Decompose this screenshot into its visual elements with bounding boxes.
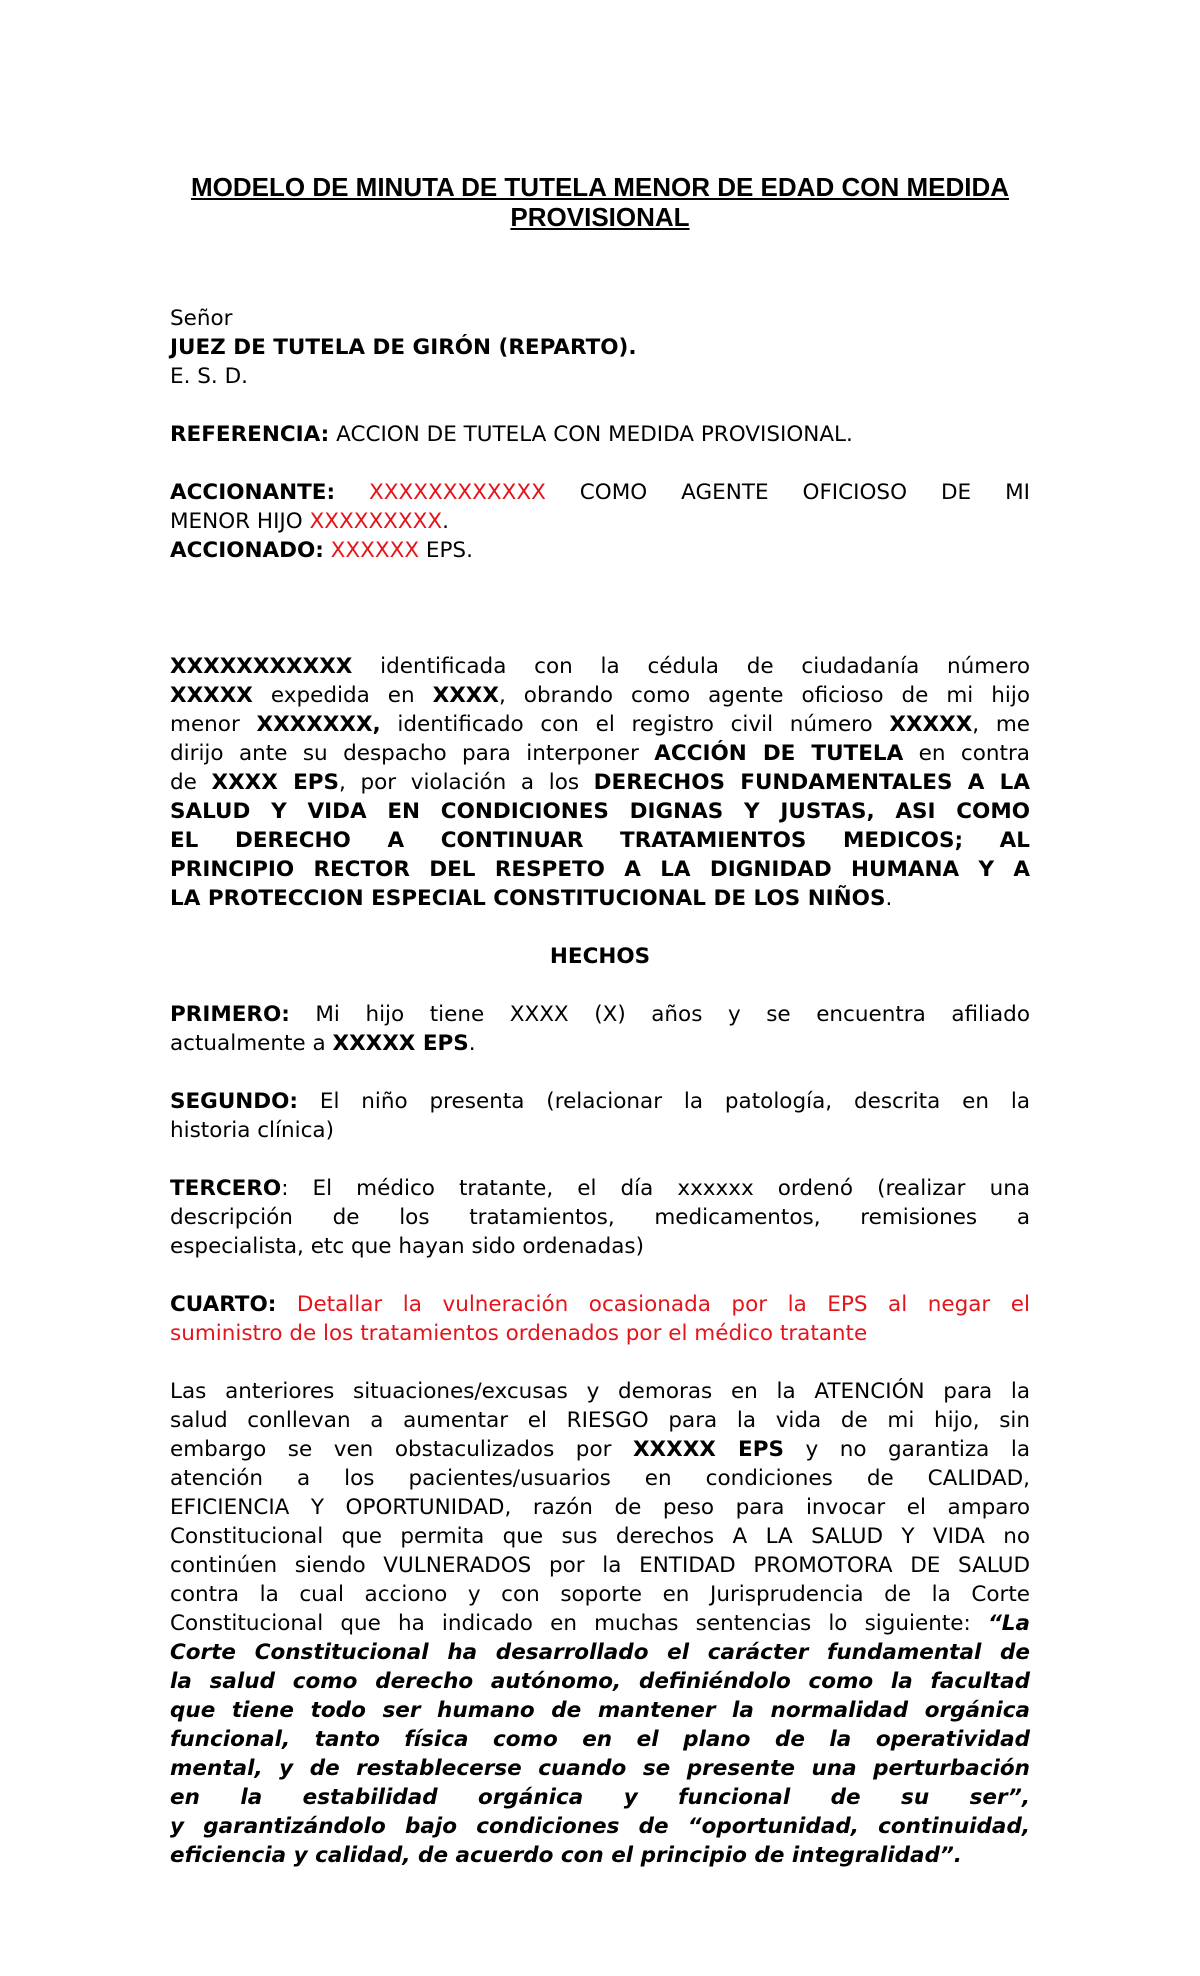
quote-line-2: la salud como derecho autónomo, definiéndolo como la facultad <box>170 1669 1030 1694</box>
intro-l9-text: . <box>885 886 893 911</box>
quote-line-6: en la estabilidad orgánica y funcional de su ser”, <box>170 1785 1030 1810</box>
title-line-2: PROVISIONAL <box>510 202 690 232</box>
intro-l3-text-2: identificado con el registro civil número <box>380 712 890 737</box>
segundo-line-1 <box>170 1087 1030 1116</box>
intro-l4-text-2: en contra <box>903 741 1030 766</box>
quote-line-4: funcional, tanto física como en el plano de la operatividad <box>170 1727 1030 1752</box>
closing-line-5: EFICIENCIA Y OPORTUNIDAD, razón de peso para invocar el amparo <box>170 1495 1030 1520</box>
reference-label: REFERENCIA: <box>170 422 330 447</box>
intro-l2-bold-1: XXXXX <box>170 683 253 708</box>
primero-line-1 <box>170 1000 1030 1029</box>
intro-line-9 <box>170 884 1030 913</box>
intro-line-2 <box>170 681 1030 710</box>
hecho-cuarto <box>170 1290 1030 1348</box>
segundo-text-1: El niño presenta (relacionar la patología, descrita en la <box>298 1089 1030 1114</box>
accionante-text: COMO AGENTE OFICIOSO DE MI <box>545 480 1030 505</box>
intro-line-4 <box>170 739 1030 768</box>
menor-line <box>170 507 1030 536</box>
accionado-text: EPS. <box>419 538 473 563</box>
menor-name: XXXXXXXXX <box>309 509 443 534</box>
cuarto-text-1: Detallar la vulneración ocasionada por la EPS al negar el <box>276 1292 1030 1317</box>
intro-l1-bold: XXXXXXXXXXX <box>170 654 353 679</box>
intro-line-7 <box>170 826 1030 855</box>
quote-line-3: que tiene todo ser humano de mantener la normalidad orgánica <box>170 1698 1030 1723</box>
primero-eps: XXXXX EPS <box>332 1031 469 1056</box>
quote-line-5: mental, y de restablecerse cuando se presente una perturbación <box>170 1756 1030 1781</box>
hechos-heading: HECHOS <box>549 944 651 969</box>
closing-l9-quote: “La <box>987 1611 1030 1636</box>
reference-line <box>170 420 1030 449</box>
intro-line-5 <box>170 768 1030 797</box>
segundo-label: SEGUNDO: <box>170 1089 298 1114</box>
accionado-line <box>170 536 1030 565</box>
closing-l3-eps: XXXXX EPS <box>632 1437 784 1462</box>
intro-line-1 <box>170 652 1030 681</box>
closing-line-8: contra la cual acciono y con soporte en Jurisprudencia de la Corte <box>170 1582 1030 1607</box>
intro-l3-text-1: menor <box>170 712 257 737</box>
closing-line-1: Las anteriores situaciones/excusas y demoras en la ATENCIÓN para la <box>170 1379 1030 1404</box>
intro-l8-bold: PRINCIPIO RECTOR DEL RESPETO A LA DIGNIDAD HUMANA Y A <box>170 857 1030 882</box>
judge-line: JUEZ DE TUTELA DE GIRÓN (REPARTO). <box>170 335 637 360</box>
primero-text-1: Mi hijo tiene XXXX (X) años y se encuentra afiliado <box>289 1002 1030 1027</box>
closing-line-3 <box>170 1435 1030 1464</box>
primero-text-2: actualmente a <box>170 1031 333 1056</box>
intro-line-8 <box>170 855 1030 884</box>
tercero-text-1: : El médico tratante, el día xxxxxx ordenó (realizar una <box>281 1176 1030 1201</box>
parties-block <box>170 478 1030 565</box>
cuarto-label: CUARTO: <box>170 1292 277 1317</box>
quote-line-1: Corte Constitucional ha desarrollado el carácter fundamental de <box>170 1640 1030 1665</box>
intro-l5-text-1: de <box>170 770 212 795</box>
accionante-label: ACCIONANTE: <box>170 480 336 505</box>
intro-l4-text-1: dirijo ante su despacho para interponer <box>170 741 655 766</box>
closing-line-7: continúen siendo VULNERADOS por la ENTIDAD PROMOTORA DE SALUD <box>170 1553 1030 1578</box>
esd-line: E. S. D. <box>170 364 248 389</box>
menor-text: MENOR HIJO <box>170 509 310 534</box>
intro-l3-bold-2: XXXXX <box>889 712 973 737</box>
intro-l2-bold-2: XXXX <box>432 683 499 708</box>
closing-l3-text-1: embargo se ven obstaculizados por <box>170 1437 633 1462</box>
closing-l3-text-2: y no garantiza la <box>783 1437 1031 1462</box>
closing-paragraph <box>170 1377 1030 1870</box>
accionado-label: ACCIONADO: <box>170 538 324 563</box>
intro-paragraph <box>170 652 1030 913</box>
closing-line-6: Constitucional que permita que sus derechos A LA SALUD Y VIDA no <box>170 1524 1030 1549</box>
primero-label: PRIMERO: <box>170 1002 290 1027</box>
tercero-label: TERCERO <box>170 1176 282 1201</box>
menor-end: . <box>442 509 449 534</box>
intro-line-6 <box>170 797 1030 826</box>
closing-line-9 <box>170 1609 1030 1638</box>
quote-line-7: y garantizándolo bajo condiciones de “oportunidad, continuidad, <box>170 1814 1030 1839</box>
cuarto-line-1 <box>170 1290 1030 1319</box>
salutation: Señor <box>170 306 233 331</box>
primero-end: . <box>468 1031 476 1056</box>
intro-l7-bold: EL DERECHO A CONTINUAR TRATAMIENTOS MEDICOS; AL <box>170 828 1030 853</box>
intro-l5-bold-2: DERECHOS FUNDAMENTALES A LA <box>593 770 1030 795</box>
intro-l2-text-1: expedida en <box>252 683 433 708</box>
intro-l4-bold: ACCIÓN DE TUTELA <box>654 741 904 766</box>
quote-line-8: eficiencia y calidad, de acuerdo con el principio de integralidad”. <box>170 1843 962 1868</box>
document-title <box>170 172 1030 232</box>
accionante-name: XXXXXXXXXXXX <box>369 480 546 505</box>
hecho-tercero <box>170 1174 1030 1261</box>
closing-line-4: atención a los pacientes/usuarios en condiciones de CALIDAD, <box>170 1466 1030 1491</box>
intro-l3-text-3: , me <box>972 712 1031 737</box>
intro-l1-text: identificada con la cédula de ciudadanía número <box>352 654 1030 679</box>
intro-l6-bold: SALUD Y VIDA EN CONDICIONES DIGNAS Y JUSTAS, ASI COMO <box>170 799 1030 824</box>
accionante-line <box>170 478 1030 507</box>
intro-l2-text-2: , obrando como agente oficioso de mi hijo <box>498 683 1031 708</box>
tercero-line-1 <box>170 1174 1030 1203</box>
closing-l9-text: Constitucional que ha indicado en muchas sentencias lo siguiente: <box>170 1611 988 1636</box>
tercero-line-2: descripción de los tratamientos, medicamentos, remisiones a <box>170 1205 1030 1230</box>
hecho-segundo <box>170 1087 1030 1145</box>
intro-l5-text-2: , por violación a los <box>339 770 594 795</box>
segundo-line-2: historia clínica) <box>170 1118 334 1143</box>
tercero-line-3: especialista, etc que hayan sido ordenadas) <box>170 1234 645 1259</box>
cuarto-line-2: suministro de los tratamientos ordenados por el médico tratante <box>170 1321 868 1346</box>
intro-l9-bold: LA PROTECCION ESPECIAL CONSTITUCIONAL DE LOS NIÑOS <box>170 886 886 911</box>
title-line-1: MODELO DE MINUTA DE TUTELA MENOR DE EDAD CON MEDIDA <box>190 172 1010 202</box>
intro-l3-bold-1: XXXXXXX, <box>256 712 381 737</box>
reference-text: ACCION DE TUTELA CON MEDIDA PROVISIONAL. <box>329 422 853 447</box>
primero-line-2 <box>170 1029 1030 1058</box>
intro-l5-bold-1: XXXX EPS <box>211 770 340 795</box>
accionado-name: XXXXXX <box>330 538 420 563</box>
intro-line-3 <box>170 710 1030 739</box>
hecho-primero <box>170 1000 1030 1058</box>
hechos-heading-line <box>170 942 1030 971</box>
closing-line-2: salud conllevan a aumentar el RIESGO para la vida de mi hijo, sin <box>170 1408 1030 1433</box>
